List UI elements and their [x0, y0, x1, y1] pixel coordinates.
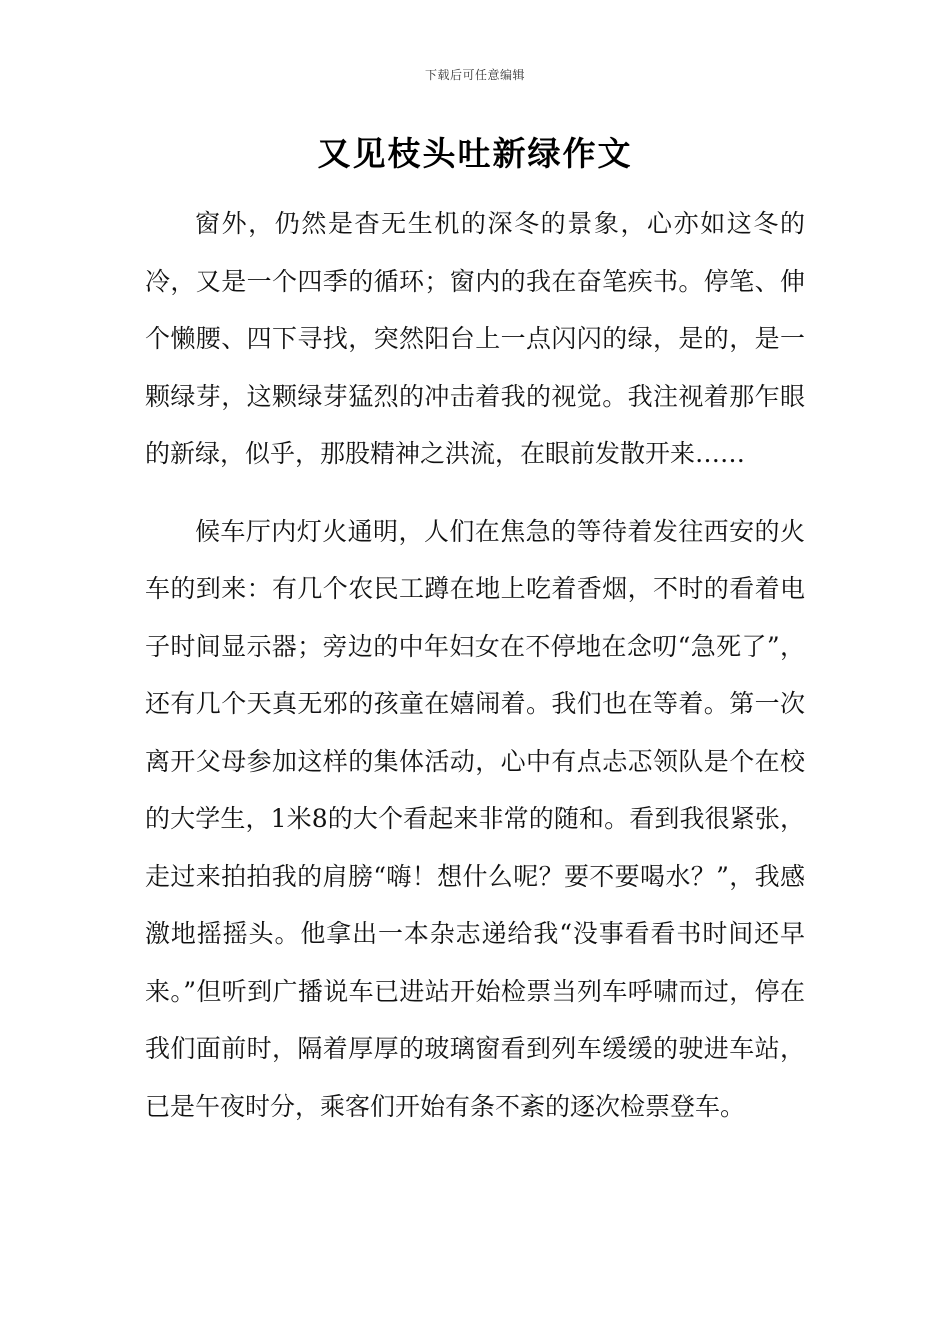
page-header-note: 下载后可任意编辑	[424, 68, 525, 82]
paragraph-2: 候车厅内灯火通明，人们在焦急的等待着发往西安的火车的到来：有几个农民工蹲在地上吃着香烟，不时的看着电子时间显示器；旁边的中年妇女在不停地在念叨“急死了”，还有几个天真无邪的孩童在嬉闹着。我们也在等着。第一次离开父母参加这样的集体活动，心中有点忐忑领队是个在校的大学生，1米8的大个看起来非常的随和。看到我很紧张，走过来拍拍我的肩膀“嗨！想什么呢？要不要喝水？”，我感激地摇摇头。他拿出一本杂志递给我“没事看看书时间还早来。”但听到广播说车已进站开始检票当列车呼啸而过，停在我们面前时，隔着厚厚的玻璃窗看到列车缓缓的驶进车站，已是午夜时分，乘客们开始有条不紊的逐次检票登车。	[145, 516, 805, 1121]
paragraph-1: 窗外，仍然是杳无生机的深冬的景象，心亦如这冬的冷，又是一个四季的循环；窗内的我在奋笔疾书。停笔、伸个懒腰、四下寻找，突然阳台上一点闪闪的绿，是的，是一颗绿芽，这颗绿芽猛烈的冲击着我的视觉。我注视着那乍眼的新绿，似乎，那股精神之洪流，在眼前发散开来……	[145, 209, 805, 468]
document-title: 又见枝头吐新绿作文	[317, 134, 633, 173]
document-body	[145, 195, 805, 1135]
